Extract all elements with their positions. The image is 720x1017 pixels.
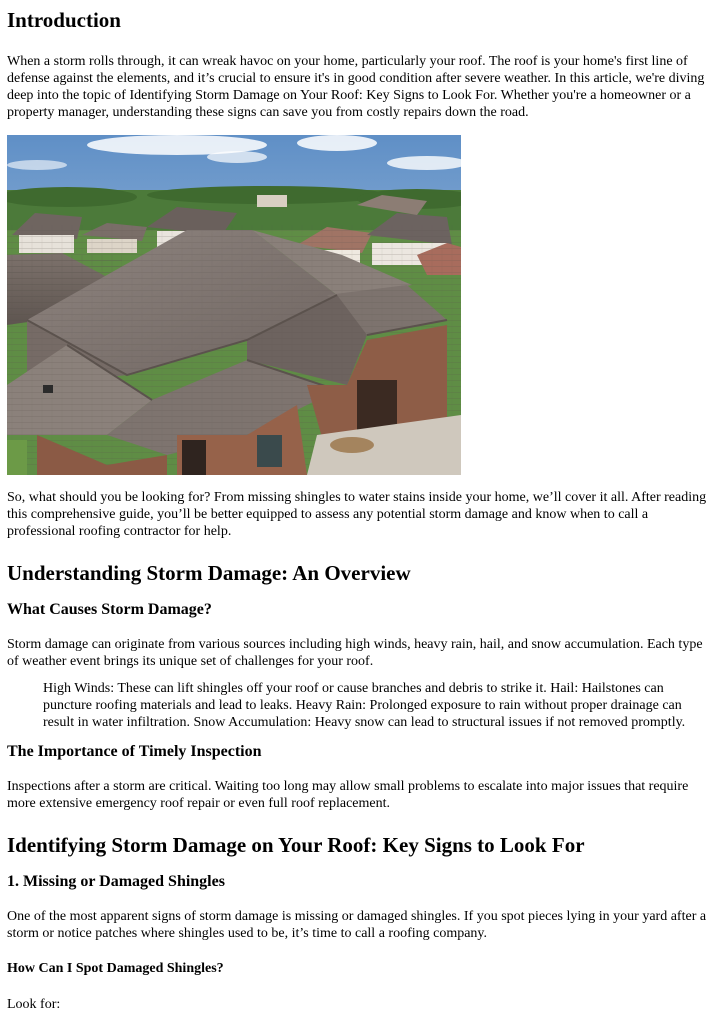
- identifying-heading: Identifying Storm Damage on Your Roof: Key Signs to Look For: [7, 833, 585, 857]
- overview-paragraph: So, what should you be looking for? From missing shingles to water stains inside your home, we’ll cover it all. After reading this comprehensive guide, you’ll be better equipped to assess any potential storm damage and know when to call a professional roofing contractor for help.: [7, 490, 707, 539]
- look-for-text: Look for:: [7, 997, 61, 1012]
- timely-inspection-heading: The Importance of Timely Inspection: [7, 743, 262, 760]
- timely-inspection-paragraph: Inspections after a storm are critical. Waiting too long may allow small problems to escalate into major issues that require more extensive emergency roof repair or even full roof replacement.: [7, 779, 689, 811]
- hero-roof-image: [7, 135, 461, 475]
- causes-heading: What Causes Storm Damage?: [7, 601, 212, 618]
- spot-damage-heading: How Can I Spot Damaged Shingles?: [7, 961, 224, 976]
- causes-paragraph: Storm damage can originate from various sources including high winds, heavy rain, hail, and snow accumulation. Each type of weather event brings its unique set of challenges for your roof.: [7, 637, 703, 669]
- missing-shingles-heading: 1. Missing or Damaged Shingles: [7, 873, 225, 890]
- intro-heading: Introduction: [7, 8, 121, 32]
- understanding-heading: Understanding Storm Damage: An Overview: [7, 561, 411, 585]
- intro-paragraph: When a storm rolls through, it can wreak havoc on your home, particularly your roof. The roof is your home's first line of defense against the elements, and it’s crucial to ensure it's in good condition after severe weather. In this article, we're diving deep into the topic of Identifying Storm Damage on Your Roof: Key Signs to Look For. Whether you're a homeowner or a property manager, understanding these signs can save you from costly repairs down the road.: [7, 54, 705, 120]
- missing-shingles-paragraph: One of the most apparent signs of storm damage is missing or damaged shingles. If you spot pieces lying in your yard after a storm or notice patches where shingles used to be, it’s time to call a roofing company.: [7, 909, 707, 941]
- causes-quote: High Winds: These can lift shingles off your roof or cause branches and debris to strike it. Hail: Hailstones can puncture roofing materials and lead to leaks. Heavy Rain: Prolonged exposure to rain without proper drainage can result in water infiltration. Snow Accumulation: Heavy snow can lead to structural issues if not removed promptly.: [43, 681, 686, 730]
